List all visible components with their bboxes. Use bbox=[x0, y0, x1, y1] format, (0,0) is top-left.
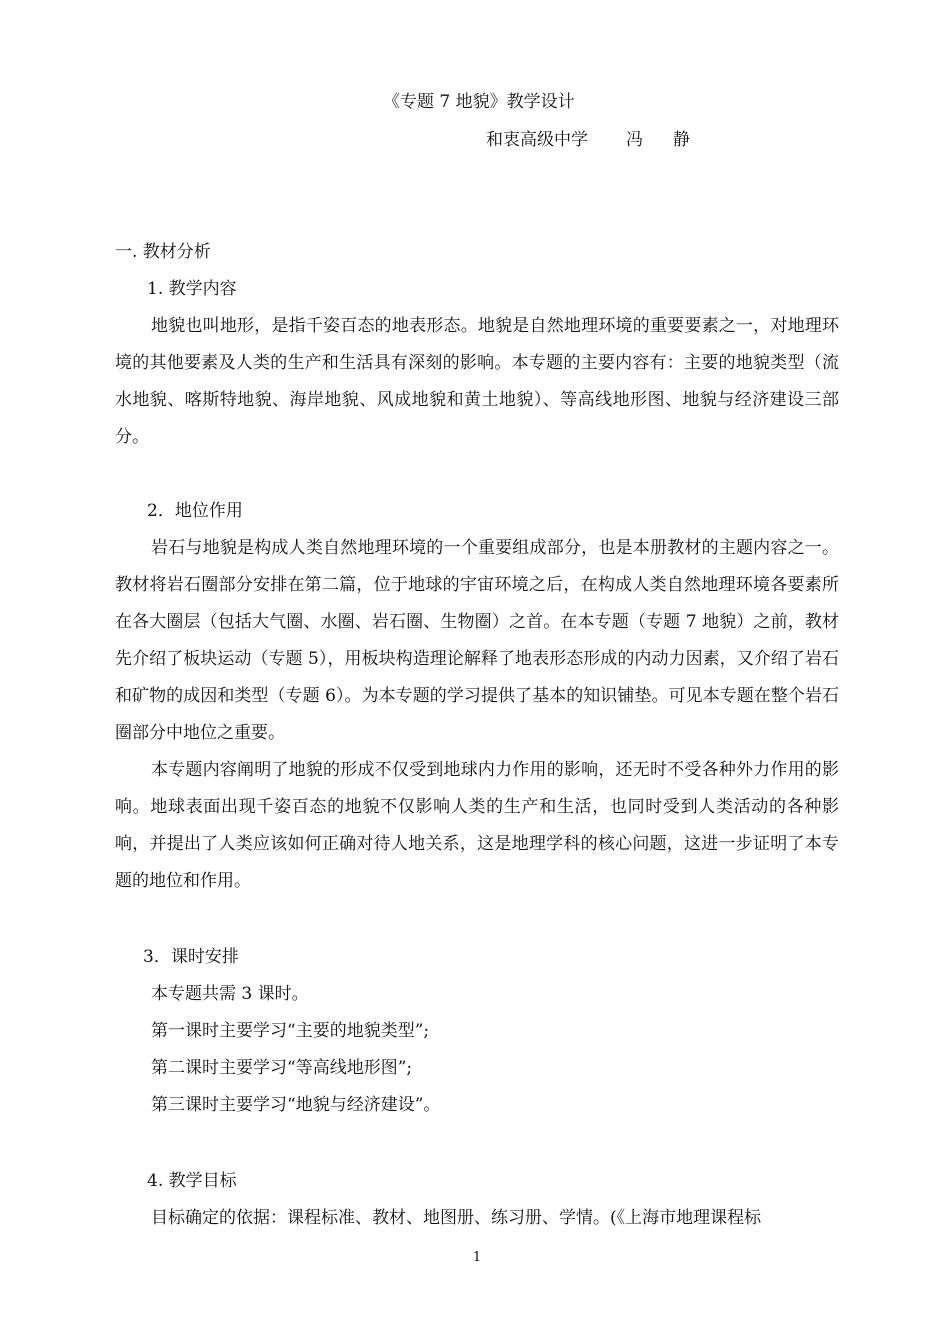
paragraph-content: 地貌也叫地形，是指千姿百态的地表形态。地貌是自然地理环境的重要要素之一，对地理环境的其他要素及人类的生产和生活具有深刻的影响。本专题的主要内容有：主要的地貌类型（流水地貌、喀斯特地貌、海岸地貌、风成地貌和黄土地貌）、等高线地形图、地貌与经济建设三部分。 bbox=[115, 316, 839, 447]
school-name: 和衷高级中学 bbox=[486, 130, 588, 150]
schedule-line-lesson-2: 第二课时主要学习“等高线地形图”; bbox=[151, 1058, 413, 1078]
subsection-heading-objectives: 4. 教学目标 bbox=[147, 1171, 237, 1191]
subsection-heading-position: 2．地位作用 bbox=[147, 501, 243, 521]
paragraph-position-2: 本专题内容阐明了地貌的形成不仅受到地球内力作用的影响，还无时不受各种外力作用的影响。地球表面出现千姿百态的地貌不仅影响人类的生产和生活，也同时受到人类活动的各种影响，并提出了人类应该如何正确对待人地关系，这是地理学科的核心问题，这进一步证明了本专题的地位和作用。 bbox=[115, 760, 839, 891]
page-number: 1 bbox=[472, 1250, 482, 1265]
author-surname: 冯 bbox=[626, 130, 643, 150]
section-heading-textbook-analysis: 一. 教材分析 bbox=[115, 242, 211, 262]
objectives-basis-line: 目标确定的依据：课程标准、教材、地图册、练习册、学情。(《上海市地理课程标 bbox=[151, 1208, 762, 1228]
subsection-heading-schedule: 3．课时安排 bbox=[143, 947, 239, 967]
author-byline bbox=[486, 130, 690, 150]
schedule-line-lesson-3: 第三课时主要学习“地貌与经济建设”。 bbox=[151, 1095, 441, 1115]
document-title: 《专题 7 地貌》教学设计 bbox=[383, 92, 575, 112]
schedule-line-lesson-1: 第一课时主要学习“主要的地貌类型”; bbox=[151, 1021, 430, 1041]
paragraph-position-1: 岩石与地貌是构成人类自然地理环境的一个重要组成部分，也是本册教材的主题内容之一。教材将岩石圈部分安排在第二篇，位于地球的宇宙环境之后，在构成人类自然地理环境各要素所在各大圈层（包括大气圈、水圈、岩石圈、生物圈）之首。在本专题（专题 7 地貌）之前，教材先介绍了板块运动（专题 5），用板块构造理论解释了地表形态形成的内动力因素，又介绍了岩石和矿物的成因和类型（专题 6）。为本专题的学习提供了基本的知识铺垫。可见本专题在整个岩石圈部分中地位之重要。 bbox=[115, 538, 839, 743]
author-given-name: 静 bbox=[673, 130, 690, 150]
subsection-heading-content: 1. 教学内容 bbox=[147, 279, 237, 299]
schedule-line-total: 本专题共需 3 课时。 bbox=[151, 984, 309, 1004]
